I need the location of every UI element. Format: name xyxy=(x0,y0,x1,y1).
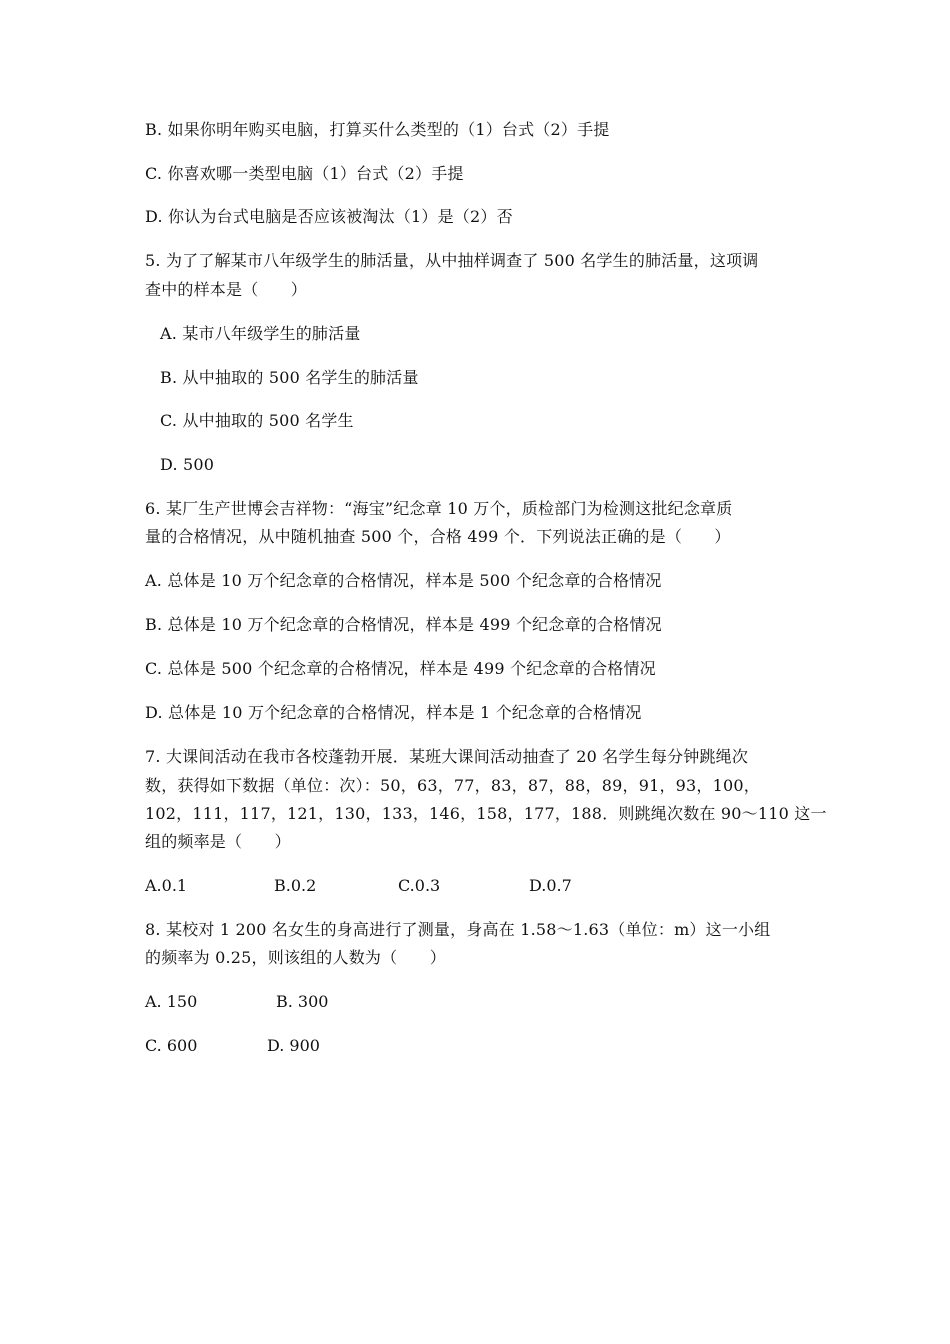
q5-option-a: A. 某市八年级学生的肺活量 xyxy=(160,324,361,343)
q7-option-a: A.0.1 xyxy=(145,876,188,895)
q6-stem-line-1: 6. 某厂生产世博会吉祥物：“海宝”纪念章 10 万个，质检部门为检测这批纪念章质 xyxy=(145,499,733,518)
q7-option-c: C.0.3 xyxy=(398,876,441,895)
q8-stem-line-1: 8. 某校对 1 200 名女生的身高进行了测量，身高在 1.58～1.63（单位：m）这一小组 xyxy=(145,920,771,939)
q5-option-b: B. 从中抽取的 500 名学生的肺活量 xyxy=(160,368,419,387)
q7-stem-line-2: 数，获得如下数据（单位：次）：50，63，77，83，87，88，89，91，93，100， xyxy=(145,776,760,795)
q7-stem-line-4: 组的频率是（ ） xyxy=(145,832,291,851)
q8-option-d: D. 900 xyxy=(267,1036,320,1055)
q8-option-a: A. 150 xyxy=(145,992,198,1011)
q7-stem-line-3: 102，111，117，121，130，133，146，158，177，188．则跳绳次数在 90～110 这一 xyxy=(145,804,827,823)
q6-stem-line-2: 量的合格情况，从中随机抽查 500 个，合格 499 个．下列说法正确的是（ ） xyxy=(145,527,731,546)
q5-option-d: D. 500 xyxy=(160,455,215,474)
q8-option-b: B. 300 xyxy=(276,992,329,1011)
q6-option-c: C. 总体是 500 个纪念章的合格情况，样本是 499 个纪念章的合格情况 xyxy=(145,659,656,678)
q8-stem-line-2: 的频率为 0.25，则该组的人数为（ ） xyxy=(145,948,446,967)
q5-stem-line-1: 5. 为了了解某市八年级学生的肺活量，从中抽样调查了 500 名学生的肺活量，这项调 xyxy=(145,251,759,270)
q8-option-c: C. 600 xyxy=(145,1036,198,1055)
q4-option-b: B. 如果你明年购买电脑，打算买什么类型的（1）台式（2）手提 xyxy=(145,120,610,139)
q7-option-b: B.0.2 xyxy=(274,876,317,895)
q4-option-d: D. 你认为台式电脑是否应该被淘汰（1）是（2）否 xyxy=(145,207,513,226)
q7-option-d: D.0.7 xyxy=(529,876,572,895)
q6-option-a: A. 总体是 10 万个纪念章的合格情况，样本是 500 个纪念章的合格情况 xyxy=(145,571,662,590)
q6-option-d: D. 总体是 10 万个纪念章的合格情况，样本是 1 个纪念章的合格情况 xyxy=(145,703,642,722)
q5-option-c: C. 从中抽取的 500 名学生 xyxy=(160,411,354,430)
q7-stem-line-1: 7. 大课间活动在我市各校蓬勃开展．某班大课间活动抽查了 20 名学生每分钟跳绳次 xyxy=(145,747,749,766)
q6-option-b: B. 总体是 10 万个纪念章的合格情况，样本是 499 个纪念章的合格情况 xyxy=(145,615,662,634)
q5-stem-line-2: 查中的样本是（ ） xyxy=(145,280,308,299)
q4-option-c: C. 你喜欢哪一类型电脑（1）台式（2）手提 xyxy=(145,164,464,183)
